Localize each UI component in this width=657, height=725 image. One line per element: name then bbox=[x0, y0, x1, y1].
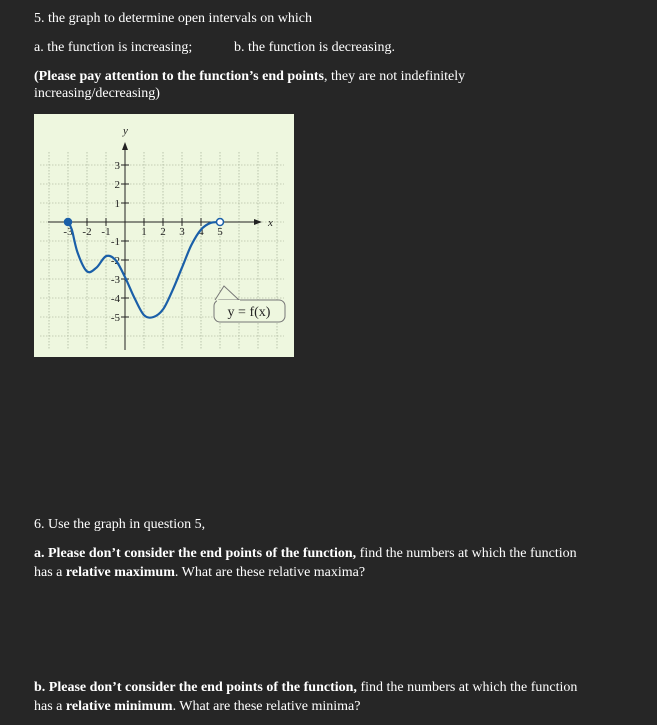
question-6-part-b-line1 bbox=[34, 679, 577, 696]
question-6-part-b-line2 bbox=[34, 698, 360, 715]
q6a-term: relative maximum bbox=[65, 565, 175, 580]
note-bold: (Please pay attention to the function’s end points bbox=[34, 69, 324, 84]
function-graph bbox=[34, 114, 294, 357]
q6a-rest: find the numbers at which the function bbox=[356, 546, 577, 561]
q6b-term: relative minimum bbox=[65, 699, 173, 714]
y-tick-label: 1 bbox=[114, 198, 120, 210]
q6a-pre: has a bbox=[34, 565, 66, 580]
y-tick-label: 2 bbox=[114, 179, 120, 191]
x-tick-label: 2 bbox=[160, 226, 166, 238]
q6b-bold: b. Please don’t consider the end points of the function, bbox=[34, 680, 357, 695]
x-tick-label: 4 bbox=[198, 226, 204, 238]
question-6-title: 6. Use the graph in question 5, bbox=[34, 517, 206, 532]
question-5-title: 5. the graph to determine open intervals on which bbox=[34, 11, 312, 26]
y-tick-label: -2 bbox=[110, 255, 120, 267]
question-5-part-a: a. the function is increasing; bbox=[34, 40, 193, 55]
y-tick-label: 3 bbox=[114, 160, 120, 172]
y-tick-label: -5 bbox=[110, 312, 120, 324]
closed-endpoint bbox=[65, 219, 72, 226]
y-tick-label: -4 bbox=[110, 293, 120, 305]
question-6-part-a-line1 bbox=[34, 545, 577, 562]
y-axis-label: y bbox=[123, 125, 128, 137]
open-endpoint bbox=[217, 219, 224, 226]
x-tick-label: 1 bbox=[141, 226, 147, 238]
x-tick-label: -1 bbox=[101, 226, 111, 238]
x-tick-label: 3 bbox=[179, 226, 185, 238]
q6b-pre: has a bbox=[34, 699, 66, 714]
q6a-end: . What are these relative maxima? bbox=[174, 565, 366, 580]
x-tick-label: -2 bbox=[82, 226, 92, 238]
q6b-rest: find the numbers at which the function bbox=[356, 680, 578, 695]
y-tick-label: -1 bbox=[110, 236, 120, 248]
q6a-bold: a. Please don’t consider the end points of the function, bbox=[34, 546, 357, 561]
y-tick-label: -3 bbox=[110, 274, 120, 286]
x-tick-label: -3 bbox=[63, 226, 73, 238]
question-5-note-line1 bbox=[34, 68, 465, 85]
function-label: y = f(x) bbox=[227, 305, 271, 320]
q6b-end: . What are these relative minima? bbox=[172, 699, 361, 714]
x-tick-label: 5 bbox=[217, 226, 223, 238]
note-rest: , they are not indefinitely bbox=[324, 69, 466, 84]
question-5-part-b: b. the function is decreasing. bbox=[234, 40, 395, 55]
x-axis-label: x bbox=[268, 217, 273, 229]
question-5-note-line2: increasing/decreasing) bbox=[34, 86, 160, 101]
question-6-part-a-line2 bbox=[34, 564, 365, 581]
